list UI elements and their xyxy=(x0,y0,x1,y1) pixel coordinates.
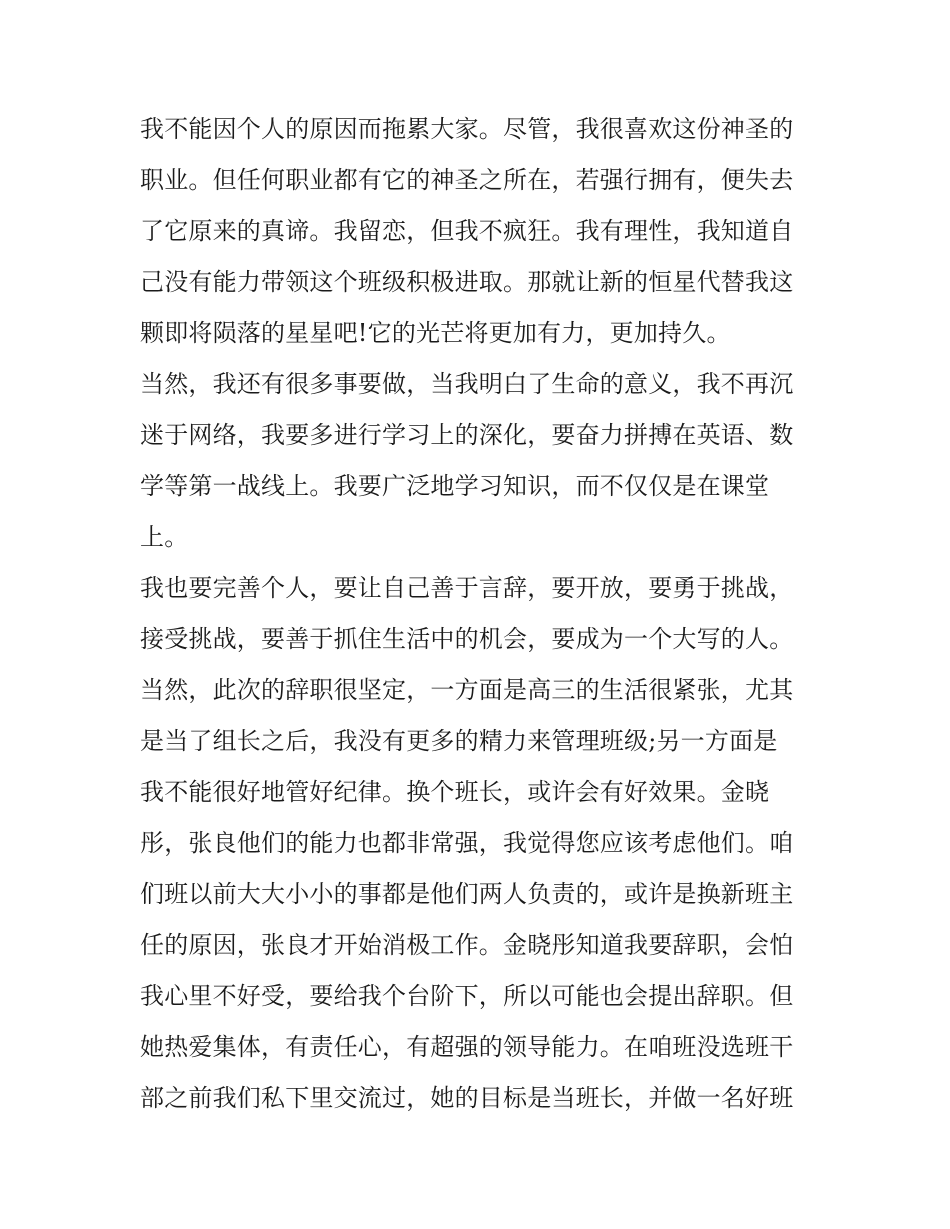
text-line: 了它原来的真谛。我留恋，但我不疯狂。我有理性，我知道自 xyxy=(140,217,794,245)
text-line: 部之前我们私下里交流过，她的目标是当班长，并做一名好班 xyxy=(140,1084,794,1112)
text-line: 职业。但任何职业都有它的神圣之所在，若强行拥有，便失去 xyxy=(140,166,794,194)
text-line: 颗即将陨落的星星吧!它的光芒将更加有力，更加持久。 xyxy=(140,319,731,347)
text-line: 我不能很好地管好纪律。换个班长，或许会有好效果。金晓 xyxy=(140,778,770,806)
text-line: 我心里不好受，要给我个台阶下，所以可能也会提出辞职。但 xyxy=(140,982,794,1010)
text-line: 接受挑战，要善于抓住生活中的机会，要成为一个大写的人。 xyxy=(140,625,794,653)
text-line: 是当了组长之后，我没有更多的精力来管理班级;另一方面是 xyxy=(140,727,778,755)
text-line: 当然，此次的辞职很坚定，一方面是高三的生活很紧张，尤其 xyxy=(140,676,794,704)
text-line: 我也要完善个人，要让自己善于言辞，要开放，要勇于挑战， xyxy=(140,574,794,602)
text-line: 我不能因个人的原因而拖累大家。尽管，我很喜欢这份神圣的 xyxy=(140,115,794,143)
text-line: 彤，张良他们的能力也都非常强，我觉得您应该考虑他们。咱 xyxy=(140,829,794,857)
text-line: 上。 xyxy=(140,523,189,551)
text-line: 迷于网络，我要多进行学习上的深化，要奋力拼搏在英语、数 xyxy=(140,421,794,449)
text-line: 当然，我还有很多事要做，当我明白了生命的意义，我不再沉 xyxy=(140,370,794,398)
body-text xyxy=(140,104,820,1124)
text-line: 们班以前大大小小的事都是他们两人负责的，或许是换新班主 xyxy=(140,880,794,908)
text-line: 学等第一战线上。我要广泛地学习知识，而不仅仅是在课堂 xyxy=(140,472,770,500)
text-line: 她热爱集体，有责任心，有超强的领导能力。在咱班没选班干 xyxy=(140,1033,794,1061)
text-line: 己没有能力带领这个班级积极进取。那就让新的恒星代替我这 xyxy=(140,268,794,296)
text-line: 任的原因，张良才开始消极工作。金晓彤知道我要辞职，会怕 xyxy=(140,931,794,959)
